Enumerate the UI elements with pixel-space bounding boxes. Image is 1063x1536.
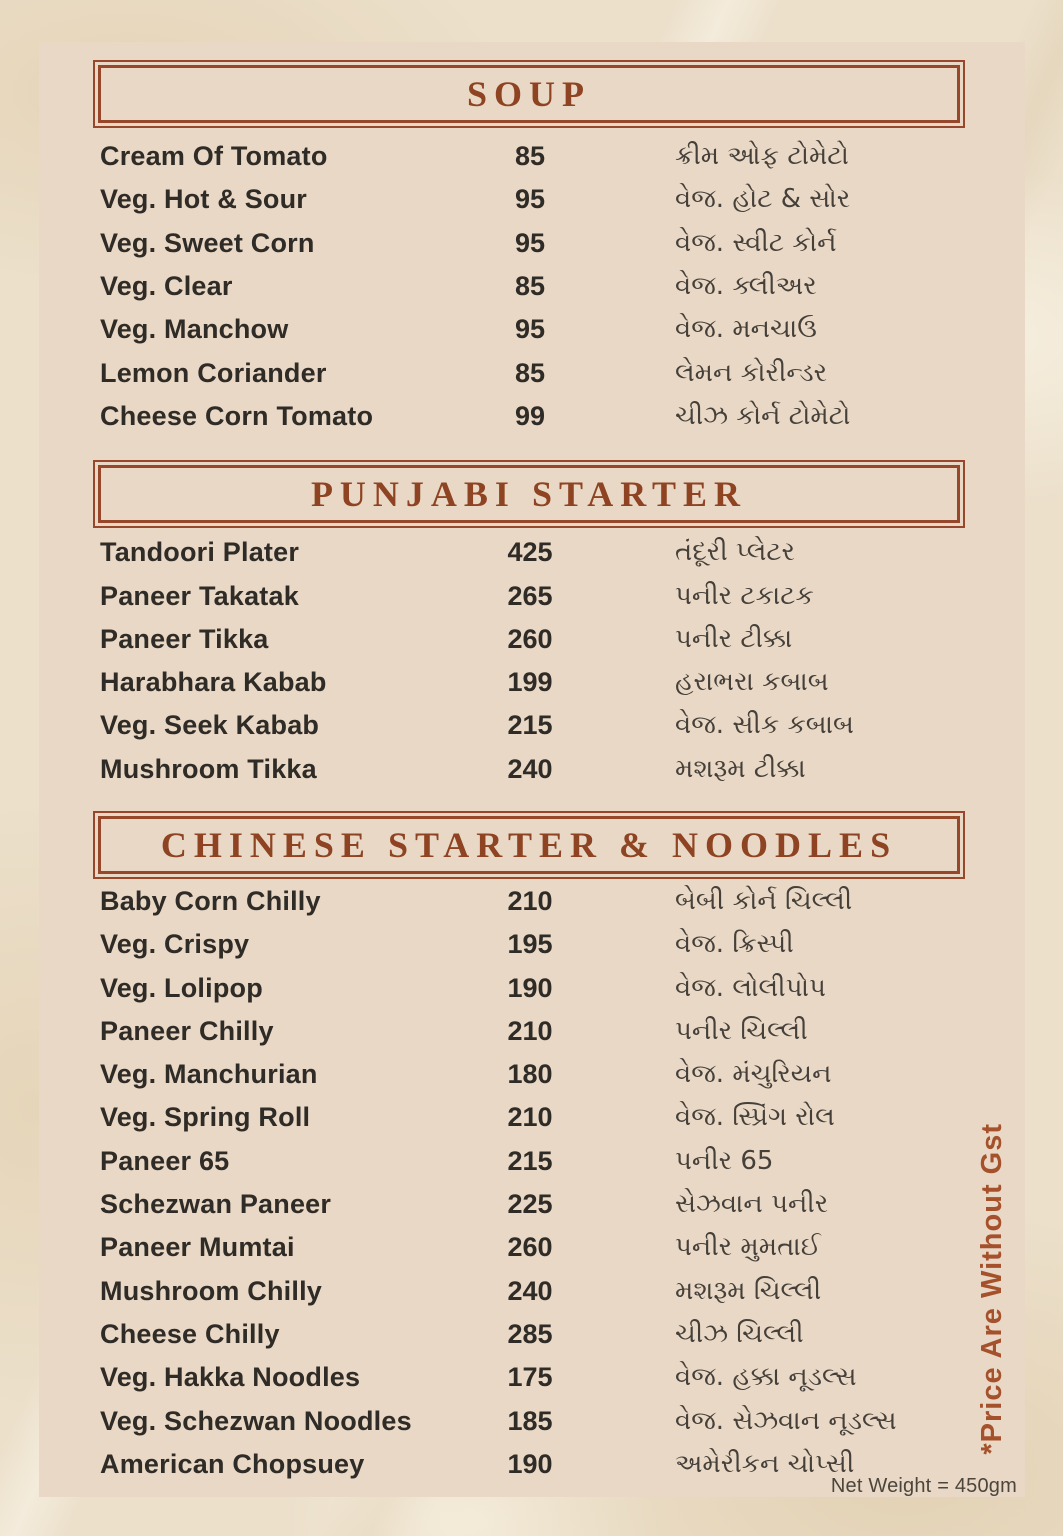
item-name-english: Veg. Sweet Corn: [100, 227, 315, 258]
item-price: 240: [507, 1275, 553, 1306]
item-name-english: Veg. Schezwan Noodles: [100, 1405, 412, 1436]
menu-item-row: [39, 351, 1025, 394]
item-name-english: Baby Corn Chilly: [100, 886, 321, 916]
item-price: 175: [507, 1362, 553, 1393]
item-name-english: Paneer Tikka: [100, 623, 269, 654]
item-name-english: American Chopsuey: [100, 1448, 365, 1479]
item-price: 225: [507, 1189, 553, 1220]
item-name-gujarati: વેજ. હક્કા નૂડલ્સ: [675, 1362, 857, 1393]
item-price: 190: [507, 972, 553, 1003]
item-name-english: Mushroom Tikka: [100, 753, 317, 784]
item-name-gujarati: પનીર ટીક્કા: [675, 623, 793, 654]
item-price: 99: [514, 400, 546, 431]
item-price: 215: [507, 1145, 553, 1176]
item-name-english: Veg. Lolipop: [100, 972, 263, 1003]
menu-item-row: [39, 1270, 1025, 1313]
menu-item-row: [39, 531, 1025, 574]
menu-item-row: [39, 222, 1025, 265]
item-name-english: Paneer Mumtai: [100, 1232, 295, 1263]
menu-sections: [39, 65, 1025, 1486]
item-price: 265: [507, 580, 553, 611]
item-name-gujarati: પનીર મુમતાઈ: [675, 1232, 821, 1263]
menu-item-row: [39, 661, 1025, 704]
item-name-gujarati: વેજ. મનચાઉ: [675, 314, 817, 345]
item-name-gujarati: મશરૂમ ચિલ્લી: [675, 1275, 822, 1306]
item-name-english: Paneer Chilly: [100, 1015, 274, 1046]
menu-item-row: [39, 923, 1025, 966]
item-name-gujarati: પનીર ટકાટક: [675, 580, 814, 611]
item-price: 260: [507, 623, 553, 654]
item-name-gujarati: તંદૂરી પ્લેટર: [675, 537, 795, 568]
item-name-english: Veg. Clear: [100, 271, 233, 302]
menu-item-row: [39, 308, 1025, 351]
item-price: 85: [514, 141, 546, 172]
item-name-english: Tandoori Plater: [100, 537, 300, 568]
item-name-gujarati: વેજ. સેઝવાન નૂડલ્સ: [675, 1405, 897, 1436]
item-name-gujarati: ચીઝ ચિલ્લી: [675, 1318, 804, 1349]
item-name-english: Mushroom Chilly: [100, 1275, 323, 1306]
item-price: 190: [507, 1448, 553, 1479]
item-name-english: Veg. Manchurian: [100, 1059, 318, 1090]
item-price: 285: [507, 1318, 553, 1349]
menu-item-row: [39, 135, 1025, 178]
item-name-gujarati: વેજ. સ્પ્રિંગ રોલ: [675, 1102, 835, 1133]
item-price: 85: [514, 271, 546, 302]
item-name-gujarati: સેઝવાન પનીર: [675, 1189, 829, 1220]
menu-item-row: [39, 748, 1025, 791]
menu-item-row: [39, 618, 1025, 661]
item-name-english: Cheese Chilly: [100, 1318, 280, 1349]
menu-item-list: [39, 531, 1025, 791]
menu-panel: [39, 42, 1025, 1497]
item-price: 95: [514, 314, 546, 345]
item-price: 210: [507, 1102, 553, 1133]
menu-item-row: [39, 395, 1025, 438]
item-name-gujarati: ચીઝ કોર્ન ટોમેટો: [675, 400, 851, 431]
item-name-gujarati: વેજ. હોટ & સોર: [675, 184, 851, 215]
item-name-gujarati: હરાભરા કબાબ: [675, 667, 829, 698]
item-price: 85: [514, 357, 546, 388]
menu-item-row: [39, 1183, 1025, 1226]
menu-item-row: [39, 880, 1025, 923]
item-name-gujarati: પનીર ચિલ્લી: [675, 1015, 808, 1046]
net-weight-footnote: Net Weight = 450gm: [830, 1475, 1017, 1497]
item-name-gujarati: મશરૂમ ટીક્કા: [675, 753, 806, 784]
item-price: 215: [507, 710, 553, 741]
item-name-english: Schezwan Paneer: [100, 1189, 332, 1220]
item-name-gujarati: વેજ. ક્લીઅર: [675, 271, 817, 302]
item-name-english: Harabhara Kabab: [100, 667, 327, 698]
section-title: PUNJABI STARTER: [310, 474, 748, 515]
item-name-gujarati: અમેરીકન ચોપ્સી: [675, 1448, 855, 1479]
menu-section: [39, 65, 1025, 438]
item-name-english: Veg. Manchow: [100, 314, 289, 345]
item-name-english: Veg. Crispy: [100, 929, 250, 960]
item-name-gujarati: વેજ. સીક કબાબ: [675, 710, 854, 741]
item-price: 180: [507, 1059, 553, 1090]
item-price: 210: [507, 1015, 553, 1046]
section-header-box: [98, 65, 960, 123]
menu-item-row: [39, 1140, 1025, 1183]
section-header-box: [98, 465, 960, 523]
section-header-box: [98, 816, 960, 874]
item-price: 95: [514, 184, 546, 215]
item-price: 95: [514, 227, 546, 258]
item-name-english: Cheese Corn Tomato: [100, 400, 374, 431]
item-price: 210: [507, 886, 553, 916]
item-name-gujarati: પનીર 65: [675, 1145, 774, 1176]
menu-item-row: [39, 1096, 1025, 1139]
section-title: CHINESE STARTER & NOODLES: [160, 824, 898, 865]
item-name-english: Veg. Seek Kabab: [100, 710, 320, 741]
menu-section: [39, 465, 1025, 791]
item-name-english: Cream Of Tomato: [100, 141, 328, 172]
gst-footnote: *Price Are Without Gst: [976, 1123, 1008, 1455]
item-name-gujarati: વેજ. ક્રિસ્પી: [675, 929, 794, 960]
menu-section: [39, 816, 1025, 1486]
item-name-english: Veg. Spring Roll: [100, 1102, 311, 1133]
item-name-gujarati: લેમન કોરીન્ડર: [675, 357, 828, 388]
item-name-gujarati: બેબી કોર્ન ચિલ્લી: [675, 886, 853, 916]
menu-item-list: [39, 135, 1025, 438]
item-price: 425: [507, 537, 553, 568]
item-name-english: Veg. Hot & Sour: [100, 184, 308, 215]
item-price: 195: [507, 929, 553, 960]
menu-item-row: [39, 1399, 1025, 1442]
item-price: 240: [507, 753, 553, 784]
item-name-english: Lemon Coriander: [100, 357, 327, 388]
menu-item-row: [39, 966, 1025, 1009]
menu-item-row: [39, 265, 1025, 308]
item-name-gujarati: વેજ. લોલીપોપ: [675, 972, 826, 1003]
item-name-english: Paneer Takatak: [100, 580, 299, 611]
menu-item-row: [39, 1226, 1025, 1269]
item-price: 185: [507, 1405, 553, 1436]
item-name-gujarati: વેજ. મંચુરિયન: [675, 1059, 832, 1090]
menu-item-row: [39, 1010, 1025, 1053]
item-price: 260: [507, 1232, 553, 1263]
item-name-english: Paneer 65: [100, 1145, 230, 1176]
menu-item-row: [39, 704, 1025, 747]
item-name-gujarati: વેજ. સ્વીટ કોર્ન: [675, 227, 837, 258]
item-name-english: Veg. Hakka Noodles: [100, 1362, 361, 1393]
item-price: 199: [507, 667, 553, 698]
item-name-gujarati: ક્રીમ ઓફ ટોમેટો: [675, 141, 849, 172]
menu-item-row: [39, 178, 1025, 221]
menu-item-row: [39, 1053, 1025, 1096]
section-title: SOUP: [466, 74, 591, 114]
menu-item-row: [39, 574, 1025, 617]
menu-item-row: [39, 1313, 1025, 1356]
menu-item-list: [39, 880, 1025, 1486]
menu-item-row: [39, 1356, 1025, 1399]
